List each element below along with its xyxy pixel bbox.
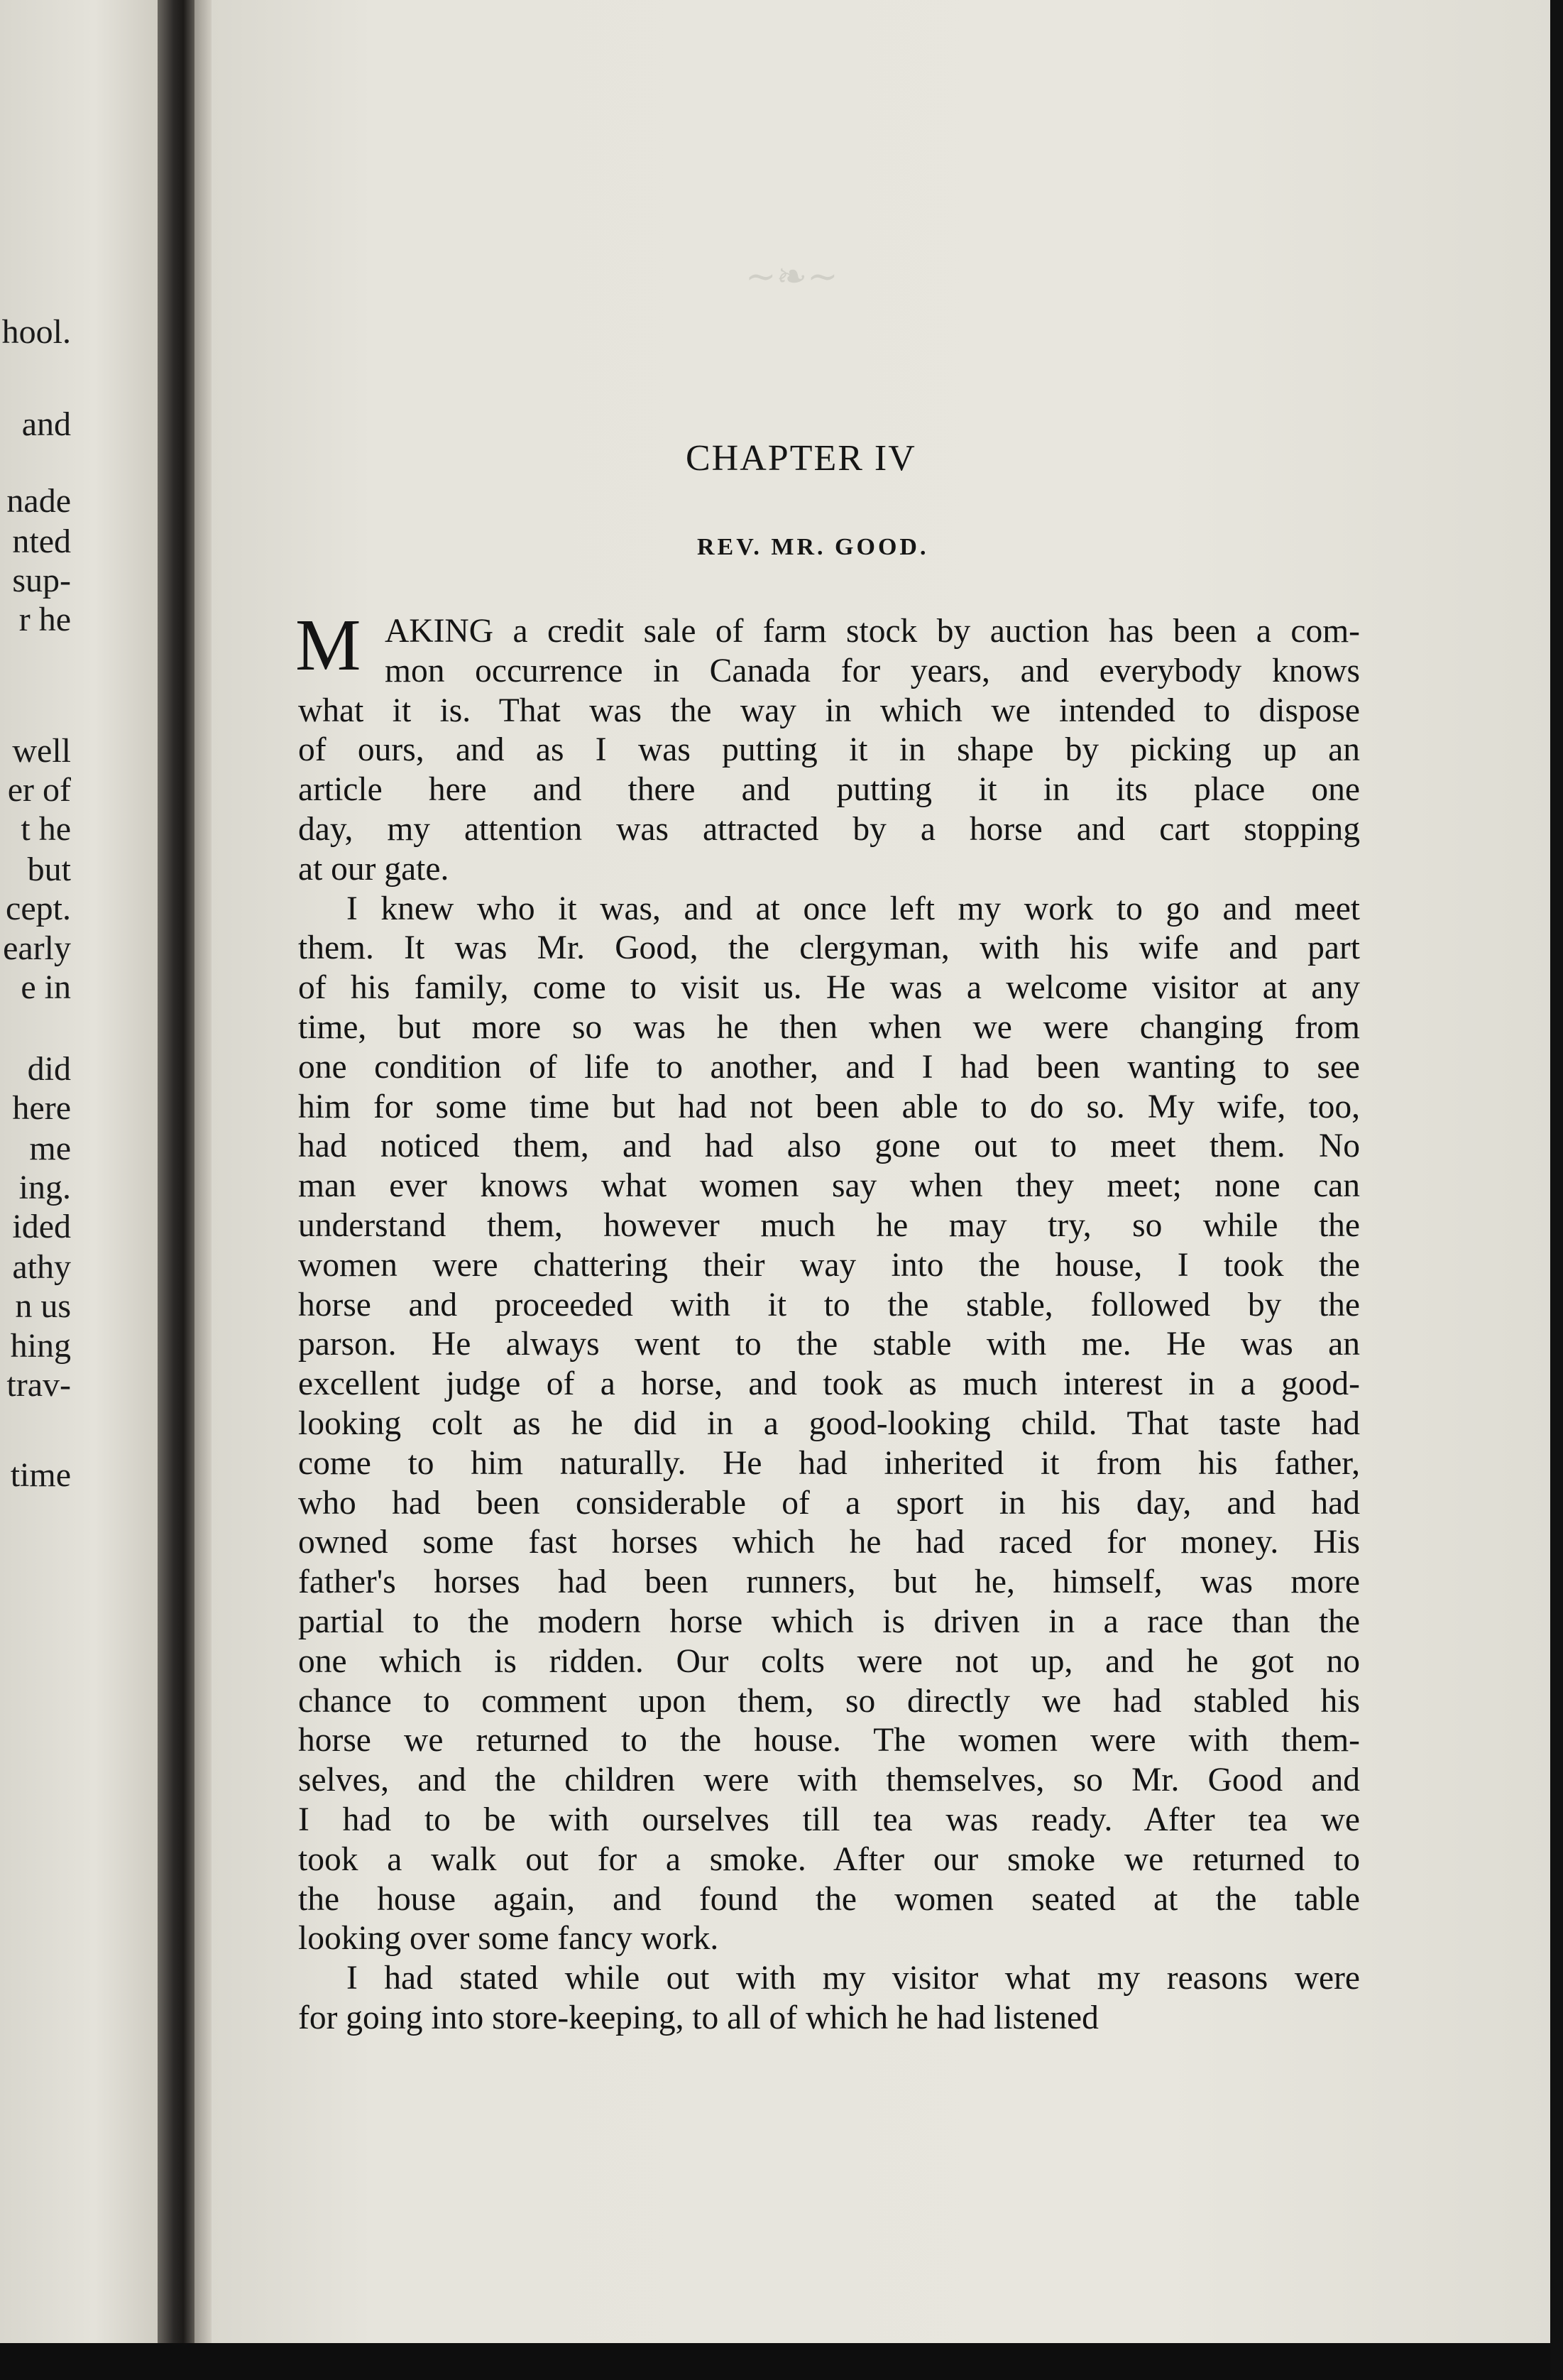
facing-page-line: t he — [21, 810, 71, 848]
facing-page-line: ided — [12, 1208, 71, 1245]
facing-page-line: nade — [6, 482, 71, 520]
line-text: at our gate. — [298, 850, 449, 888]
line-text: AKING a credit sale of farm stock by auction has been a com- — [385, 613, 1360, 650]
line-text: excellent judge of a horse, and took as much interest in a good- — [298, 1365, 1360, 1403]
facing-page-line: ing. — [18, 1169, 71, 1206]
facing-page-line: er of — [7, 771, 71, 809]
line-text: who had been considerable of a sport in his day, and had — [298, 1484, 1360, 1522]
paragraph — [298, 1959, 1360, 2038]
text-line — [298, 1999, 1360, 2038]
text-line — [298, 1721, 1360, 1761]
line-text: I had to be with ourselves till tea was ready. After tea we — [298, 1801, 1360, 1838]
line-text: them. It was Mr. Good, the clergyman, with his wife and part — [298, 929, 1360, 967]
scan-border-bottom — [0, 2343, 1563, 2380]
facing-page-line: sup- — [12, 562, 71, 599]
chapter-title: CHAPTER IV — [686, 438, 916, 479]
line-text: took a walk out for a smoke. After our smoke we returned to — [298, 1840, 1360, 1878]
text-line — [298, 1801, 1360, 1840]
text-line — [298, 1246, 1360, 1286]
book-gutter — [158, 0, 194, 2343]
paragraph — [298, 890, 1360, 1960]
text-line — [298, 1008, 1360, 1048]
line-text: I had stated while out with my visitor what my reasons were — [346, 1960, 1360, 1997]
line-text: the house again, and found the women seated at the table — [298, 1880, 1360, 1918]
line-text: time, but more so was he then when we were changing from — [298, 1008, 1360, 1046]
line-text: partial to the modern horse which is driven in a race than the — [298, 1603, 1360, 1640]
chapter-body — [295, 604, 1360, 2038]
text-line — [298, 1167, 1360, 1206]
line-text: horse we returned to the house. The women were with them- — [298, 1722, 1360, 1759]
text-line — [298, 1444, 1360, 1484]
line-text: owned some fast horses which he had raced for money. His — [298, 1524, 1360, 1561]
text-line — [298, 1682, 1360, 1722]
text-line — [298, 1523, 1360, 1563]
line-text: man ever knows what women say when they meet; none can — [298, 1167, 1360, 1205]
line-text: father's horses had been runners, but he, himself, was more — [298, 1563, 1360, 1601]
line-text: horse and proceeded with it to the stable, followed by the — [298, 1286, 1360, 1323]
facing-page-line: n us — [15, 1287, 71, 1325]
text-line — [298, 1325, 1360, 1365]
line-text: women were chattering their way into the house, I took the — [298, 1246, 1360, 1284]
text-line — [298, 1919, 1360, 1959]
facing-page — [0, 0, 158, 2343]
text-line — [298, 929, 1360, 968]
facing-page-line: e in — [21, 968, 71, 1006]
facing-page-line: nted — [12, 523, 71, 560]
line-text: one which is ridden. Our colts were not up, and he got no — [298, 1642, 1360, 1680]
text-line — [298, 1088, 1360, 1128]
drop-cap: M — [295, 604, 361, 686]
text-line — [298, 1761, 1360, 1801]
facing-page-line: me — [29, 1130, 71, 1167]
facing-page-line: trav- — [6, 1366, 71, 1404]
text-line — [298, 1048, 1360, 1088]
text-line — [298, 968, 1360, 1008]
line-text: chance to comment upon them, so directly we had stabled his — [298, 1682, 1360, 1720]
text-line — [298, 1603, 1360, 1642]
text-line — [298, 1840, 1360, 1880]
facing-page-line: hool. — [1, 313, 71, 351]
facing-page-line: and — [21, 405, 71, 443]
facing-page-line: hing — [10, 1327, 71, 1365]
line-text: article here and there and putting it in its place one — [298, 771, 1360, 809]
text-line — [298, 1642, 1360, 1682]
text-line — [298, 1286, 1360, 1326]
line-text: of ours, and as I was putting it in shape by picking up an — [298, 731, 1360, 769]
facing-page-line: athy — [12, 1248, 71, 1286]
text-line — [298, 890, 1360, 929]
text-line — [298, 1959, 1360, 1999]
line-text: him for some time but had not been able to do so. My wife, too, — [298, 1088, 1360, 1125]
scan-border-right — [1550, 0, 1563, 2380]
line-text: understand them, however much he may try, so while the — [298, 1206, 1360, 1244]
paragraph — [295, 604, 1360, 890]
text-line — [298, 1563, 1360, 1603]
line-text: selves, and the children were with themselves, so Mr. Good and — [298, 1762, 1360, 1799]
text-line — [298, 770, 1360, 810]
text-line — [298, 1404, 1360, 1444]
facing-page-line: but — [27, 851, 71, 888]
bleed-through-ornament: ~❧~ — [745, 256, 838, 298]
text-line — [298, 731, 1360, 770]
facing-page-line: did — [27, 1050, 71, 1088]
facing-page-line: well — [12, 732, 71, 770]
line-text: one condition of life to another, and I had been wanting to see — [298, 1048, 1360, 1086]
line-text: come to him naturally. He had inherited it from his father, — [298, 1444, 1360, 1482]
line-text: I knew who it was, and at once left my work to go and meet — [346, 890, 1360, 927]
line-text: looking colt as he did in a good-looking child. That taste had — [298, 1404, 1360, 1442]
facing-page-line: early — [3, 929, 71, 967]
text-line — [298, 692, 1360, 731]
line-text: day, my attention was attracted by a horse and cart stopping — [298, 810, 1360, 848]
text-line — [298, 1206, 1360, 1246]
text-line — [298, 1365, 1360, 1404]
facing-page-line: cept. — [6, 890, 71, 927]
page-edge — [194, 0, 212, 2343]
line-text: of his family, come to visit us. He was a welcome visitor at any — [298, 969, 1360, 1007]
facing-page-line: here — [12, 1089, 71, 1127]
text-line — [298, 1127, 1360, 1167]
text-line — [298, 1484, 1360, 1524]
line-text: mon occurrence in Canada for years, and everybody knows — [385, 652, 1360, 689]
text-line — [298, 652, 1360, 692]
chapter-subtitle: REV. MR. GOOD. — [697, 534, 929, 560]
text-line — [298, 810, 1360, 850]
text-line — [298, 1880, 1360, 1920]
facing-page-line: time — [10, 1456, 71, 1494]
line-text: what it is. That was the way in which we intended to dispose — [298, 692, 1360, 729]
line-text: parson. He always went to the stable with me. He was an — [298, 1326, 1360, 1363]
text-line — [298, 850, 1360, 890]
line-text: for going into store-keeping, to all of which he had listened — [298, 1999, 1099, 2036]
facing-page-line: r he — [18, 601, 71, 638]
line-text: had noticed them, and had also gone out to meet them. No — [298, 1128, 1360, 1165]
line-text: looking over some fancy work. — [298, 1920, 719, 1958]
